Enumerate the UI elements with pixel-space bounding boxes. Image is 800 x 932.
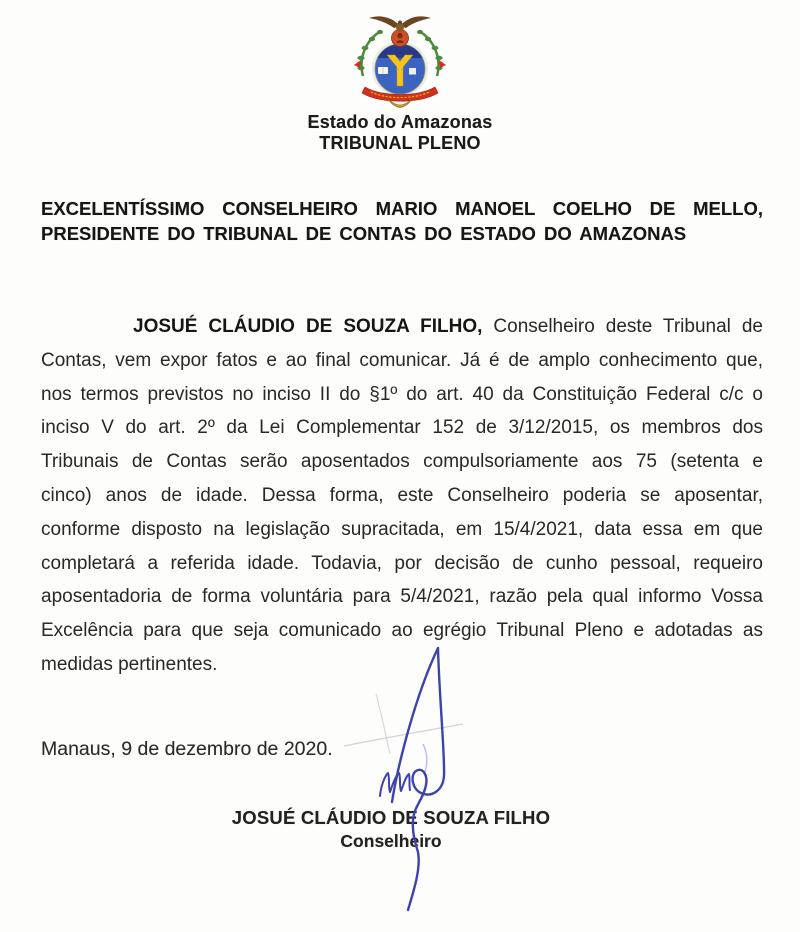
body-line: Excelência para que seja comunicado ao egrégio Tribunal Pleno e adotadas as [41, 620, 763, 642]
river-disc-icon [372, 41, 428, 97]
body-line: cinco) anos de idade. Dessa forma, este Conselheiro poderia se aposentar, [41, 484, 763, 506]
coat-of-arms-graphic [341, 12, 459, 108]
signatory-title: Conselheiro [340, 831, 442, 851]
eagle-icon [369, 16, 431, 32]
petitioner-name: JOSUÉ CLÁUDIO DE SOUZA FILHO, [133, 316, 483, 337]
right-red-ornament-icon [439, 60, 446, 68]
handwritten-signature-ink [340, 624, 467, 916]
amazonas-coat-of-arms [341, 12, 459, 108]
org-header [0, 112, 800, 154]
addressee-block [41, 196, 763, 246]
body-line [41, 310, 763, 344]
body-line: aposentadoria de forma voluntária para 5/4/2021, razão pela qual informo Vossa [41, 586, 763, 608]
signatory-name: JOSUÉ CLÁUDIO DE SOUZA FILHO [231, 807, 551, 828]
top-medallion-icon [392, 30, 409, 47]
left-red-ornament-icon [354, 60, 361, 68]
body-line: nos termos previstos no inciso II do §1º do art. 40 da Constituição Federal c/c o [41, 383, 763, 405]
date-line: Manaus, 9 de dezembro de 2020. [41, 738, 333, 760]
body-line-rest: Conselheiro deste Tribunal de [493, 316, 763, 337]
addressee-line-2: PRESIDENTE DO TRIBUNAL DE CONTAS DO ESTADO DO AMAZONAS [41, 223, 687, 244]
body-line: medidas pertinentes. [41, 653, 218, 675]
state-name: Estado do Amazonas [307, 112, 493, 132]
tribunal-pleno-label: TRIBUNAL PLENO [319, 133, 481, 153]
body-line: conforme disposto na legislação supracitada, em 15/4/2021, data essa em que [41, 518, 763, 540]
body-line: Tribunais de Contas serão aposentados compulsoriamente aos 75 (setenta e [41, 451, 763, 473]
body-line: Contas, vem expor fatos e ao final comunicar. Já é de amplo conhecimento que, [41, 349, 763, 371]
body-line: completará a referida idade. Todavia, por decisão de cunho pessoal, requeiro [41, 552, 763, 574]
body-line: inciso V do art. 2º da Lei Complementar 152 de 3/12/2015, os membros dos [41, 417, 763, 439]
addressee-line-1: EXCELENTÍSSIMO CONSELHEIRO MARIO MANOEL COELHO DE MELLO, [41, 198, 763, 219]
